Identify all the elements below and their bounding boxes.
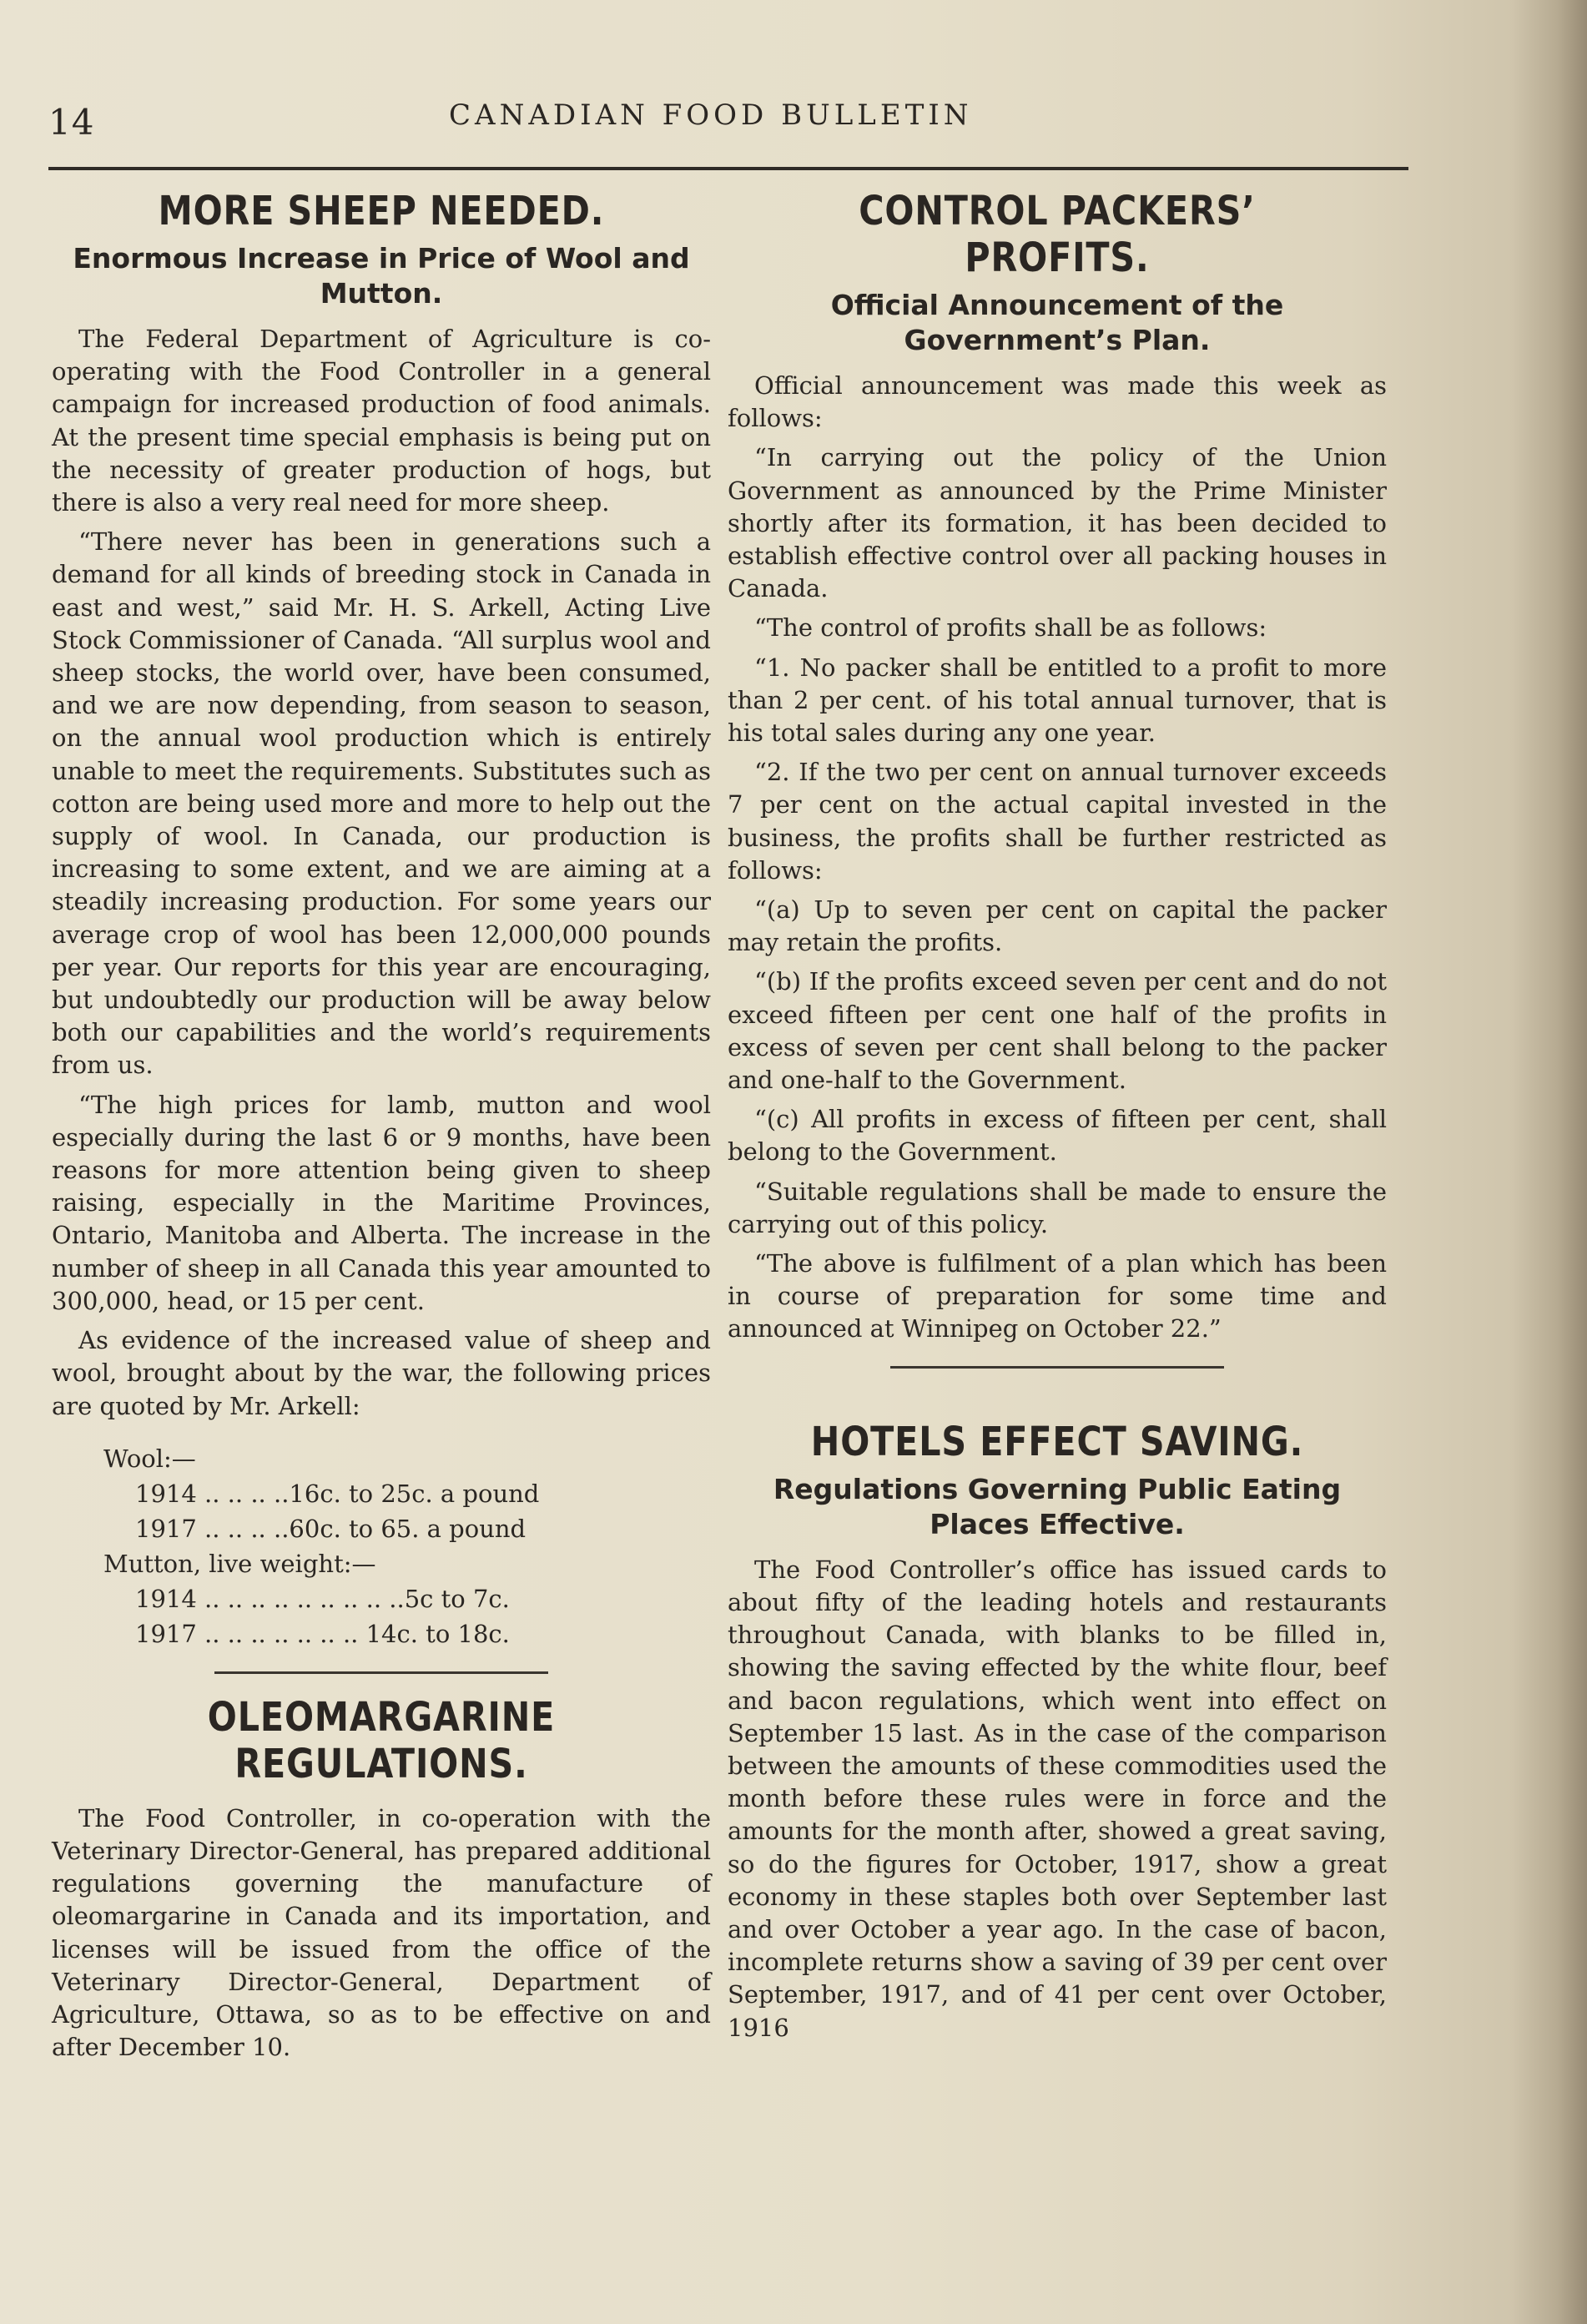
article-subhead: Official Announcement of the Government’s Plan. [830, 289, 1284, 356]
paragraph: As evidence of the increased value of sheep and wool, brought about by the war, the following prices are quoted by Mr. Arkell: [52, 1326, 711, 1420]
page-header [48, 92, 1459, 159]
right-column [728, 188, 1387, 2051]
price-label-mutton: Mutton, live weight:— [103, 1549, 376, 1578]
page-number: 14 [48, 102, 95, 143]
paragraph: “(a) Up to seven per cent on capital the packer may retain the profits. [728, 895, 1387, 957]
price-list [52, 1441, 711, 1651]
price-row: 1914 .. .. .. ..16c. to 25c. a pound [135, 1479, 540, 1508]
paragraph: The Federal Department of Agriculture is co-operating with the Food Controller in a general campaign for increased production of food animals. At the present time special emphasis is being put on the necessity of greater production of hogs, but there is also a very real need for more sheep. [52, 325, 711, 517]
paragraph: Official announcement was made this week as follows: [728, 371, 1387, 433]
left-column [52, 188, 711, 2070]
paragraph: “1. No packer shall be entitled to a profit to more than 2 per cent. of his total annual turnover, that is his total sales during any one year. [728, 653, 1387, 748]
paragraph: “The control of profits shall be as follows: [754, 613, 1267, 643]
article-headline: HOTELS EFFECT SAVING. [810, 1418, 1304, 1465]
paragraph: “Suitable regulations shall be made to ensure the carrying out of this policy. [728, 1177, 1387, 1238]
price-row: 1917 .. .. .. .. .. .. .. 14c. to 18c. [135, 1619, 510, 1648]
price-row: 1917 .. .. .. ..60c. to 65. a pound [135, 1514, 526, 1543]
section-divider [214, 1671, 548, 1674]
paragraph: “(c) All profits in excess of fifteen per cent, shall belong to the Government. [728, 1105, 1387, 1167]
paragraph: “There never has been in generations such a demand for all kinds of breeding stock in Canada in east and west,” said Mr. H. S. Arkell, Acting Live Stock Commissioner of Canada. “All surplus wool and sheep stocks, the world over, have been consumed, and we are now depending, from season to season, on the annual wool production which is entirely unable to meet the requirements. Substitutes such as cotton are being used more and more to help out the supply of wool. In Canada, our production is increasing to some extent, and we are aiming at a steadily increasing production. For some years our average crop of wool has been 12,000,000 pounds per year. Our reports for this year are encouraging, but undoubtedly our production will be away below both our capabilities and the world’s requirements from us. [52, 527, 711, 1080]
paragraph: The Food Controller’s office has issued cards to about fifty of the leading hotels and restaurants throughout Canada, with blanks to be filled in, showing the saving effected by the white flour, beef and bacon regulations, which went into effect on September 15 last. As in the case of the comparison between the amounts of these commodities used the month before these rules were in force and the amounts for the month after, showed a great saving, so do the figures for October, 1917, show a great economy in these staples both over September last and over October a year ago. In the case of bacon, incomplete returns show a saving of 39 per cent over September, 1917, and of 41 per cent over October, 1916 [728, 1555, 1387, 2042]
paragraph: “2. If the two per cent on annual turnover exceeds 7 per cent on the actual capital invested in the business, the profits shall be further restricted as follows: [728, 758, 1387, 885]
running-title: CANADIAN FOOD BULLETIN [449, 98, 973, 132]
paragraph: “The high prices for lamb, mutton and wool especially during the last 6 or 9 months, have been reasons for more attention being given to sheep raising, especially in the Maritime Provinces, Ontario, Manitoba and Alberta. The increase in the number of sheep in all Canada this year amounted to 300,000, head, or 15 per cent. [52, 1090, 711, 1315]
article-packers-profits [728, 188, 1387, 1346]
paragraph: The Food Controller, in co-operation with the Veterinary Director-General, has prepared additional regulations governing the manufacture of oleomargarine in Canada and its importation, and licenses will be issued from the office of the Veterinary Director-General, Department of Agriculture, Ottawa, so as to be effective on and after December 10. [52, 1803, 711, 2062]
article-headline: CONTROL PACKERS’ PROFITS. [859, 188, 1256, 281]
paragraph: “The above is fulfilment of a plan which has been in course of preparation for some time and announced at Winnipeg on October 22.” [728, 1249, 1387, 1343]
article-oleomargarine [52, 1694, 711, 2064]
section-divider [890, 1366, 1224, 1369]
article-hotels-saving [728, 1419, 1387, 2044]
article-headline: OLEOMARGARINE REGULATIONS. [207, 1693, 556, 1787]
article-subhead: Enormous Increase in Price of Wool and Mutton. [73, 242, 690, 310]
paragraph: “(b) If the profits exceed seven per cent and do not exceed fifteen per cent one half of the profits in excess of seven per cent shall belong to the packer and one-half to the Government. [728, 967, 1387, 1095]
article-subhead: Regulations Governing Public Eating Places Effective. [773, 1472, 1342, 1540]
article-headline: MORE SHEEP NEEDED. [158, 188, 605, 234]
paragraph: “In carrying out the policy of the Union Government as announced by the Prime Minister shortly after its formation, it has been decided to establish effective control over all packing houses in Canada. [728, 443, 1387, 603]
price-label-wool: Wool:— [103, 1444, 196, 1473]
article-more-sheep [52, 188, 711, 1651]
header-rule [48, 167, 1408, 170]
page-edge-shadow [1512, 0, 1587, 2324]
price-row: 1914 .. .. .. .. .. .. .. .. ..5c to 7c. [135, 1584, 510, 1613]
